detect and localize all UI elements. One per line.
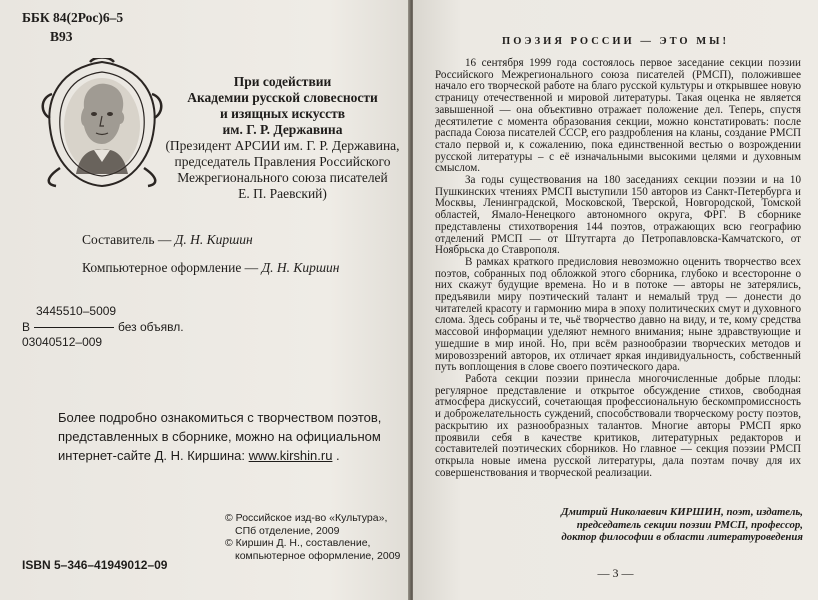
bbk-index: ББК 84(2Рос)6–5 — [22, 10, 124, 25]
layout-label: Компьютерное оформление — — [82, 260, 262, 275]
assistance-line-3: и изящных искусств — [219, 106, 346, 121]
catalog-codes — [22, 304, 184, 351]
copyright-block — [225, 512, 405, 562]
copyright-line-1: © Российское изд-во «Культура», — [225, 512, 388, 524]
more-info-block — [58, 408, 388, 465]
more-info-line-3-end: . — [332, 448, 340, 463]
website-link[interactable]: www.kirshin.ru — [248, 448, 333, 463]
foreword-paragraph-1: 16 сентября 1999 года состоялось первое заседание секции поэзии Российского Межрегионального союза писателей (РМСП), положившее начало его творческой работе на благо русской культуры и открывшее новую страницу отечественной и мировой литературы. Такая оценка не является завышенной — она объективно отражает положение дел. Теперь, спустя десятилетие с момента образования секции, можно констатировать: после распада Союза писателей СССР, его раздробления на кланы, создание РМСП стало первой и, к сожалению, пока единственной вестью о возрождении русской литературы – с её изначальными высокими целями и духовным смыслом. — [435, 57, 801, 175]
signature-line-3: доктор философии в области литературоведения — [561, 531, 803, 543]
code-line-2-prefix: В — [22, 319, 31, 334]
assistance-line-7: Межрегионального союза писателей — [177, 170, 388, 185]
more-info-line-1: Более подробно ознакомиться с творчеством поэтов, — [58, 410, 382, 425]
signature-line-1: Дмитрий Николаевич КИРШИН, поэт, издатель, — [561, 506, 803, 518]
compiler-label: Составитель — — [82, 232, 175, 247]
assistance-line-5: (Президент АРСИИ им. Г. Р. Державина, — [165, 138, 400, 153]
foreword-paragraph-3: В рамках краткого предисловия невозможно оценить творчество всех поэтов, собранных под обложкой этого сборника, глубоко и всесторонне о них скажут будущие времена. Но и в потоке — авторы не затерялись, предъявили миру поэтический талант и немалый труд — донести до читателей красоту и гармонию мира в эпоху политических смут и духовного слома. Здесь собраны и те, чьё творчество давно на виду, и те, кому средства массовой информации уделяют немного внимания; ныне здравствующие и ушедшие в мир иной. Но, при всём разнообразии творческих методов и мировоззрений авторов, их отличает яркая индивидуальность, собственный путь воплощения в слове своего поэтического дара. — [435, 255, 801, 374]
code-line-1: 3445510–5009 — [36, 304, 117, 318]
foreword-title: ПОЭЗИЯ РОССИИ — ЭТО МЫ! — [502, 36, 729, 47]
copyright-line-4: компьютерное оформление, 2009 — [235, 549, 401, 562]
author-code: В93 — [50, 29, 73, 44]
signature-block — [523, 506, 803, 544]
layout-credit — [82, 260, 340, 276]
code-line-3: 03040512–009 — [22, 335, 103, 349]
isbn: ISBN 5–346–41949012–09 — [22, 558, 168, 572]
compiler-credit — [82, 232, 253, 248]
assistance-block — [160, 74, 405, 202]
assistance-line-6: председатель Правления Российского — [174, 154, 391, 169]
right-page — [413, 0, 818, 600]
assistance-line-1: При содействии — [233, 74, 332, 89]
assistance-line-4: им. Г. Р. Державина — [222, 122, 343, 137]
more-info-line-3: интернет-сайте Д. Н. Киршина: — [58, 448, 249, 463]
more-info-line-2: представленных в сборнике, можно на официальном — [58, 429, 381, 444]
assistance-line-2: Академии русской словесности — [187, 90, 378, 105]
layout-name: Д. Н. Киршин — [261, 260, 340, 275]
fraction-bar — [34, 327, 114, 328]
code-line-2-suffix: без объявл. — [118, 319, 184, 334]
copyright-line-3: © Киршин Д. Н., составление, — [225, 537, 371, 549]
foreword-body — [435, 58, 801, 479]
page-number: — 3 — — [597, 566, 634, 580]
foreword-paragraph-4: Работа секции поэзии принесла многочисленные добрые плоды: регулярное представление и открытое обсуждение стихов, свободная атмосфера дискуссий, сочетающая профессиональную бескомпромиссность и доброжелательность суждений, способствовали творческому росту поэтов, раскрытию их разнообразных талантов. Многие авторы РМСП ярко проявили себя в качестве критиков, литературных редакторов и составителей поэтических сборников. Но главное — секция поэзии РМСП открыла новые имена русской литературы, дала поэтам почву для их совершенствования и творческой реализации. — [435, 372, 801, 479]
foreword-paragraph-2: За годы существования на 180 заседаниях секции поэзии и на 10 Пушкинских чтениях РМСП выступили 150 авторов из Санкт-Петербурга и Москвы, Ленинградской, Московской, Тверской, Новгородской, Томской областей, Ямало-Ненецкого автономного округа, ФРГ. В сборнике представлены стихотворения 144 поэтов, отражающих всю географию отделений РМСП — от Штутгарта до Петропавловска-Камчатского, от Ноябрьска до Ставрополя. — [435, 174, 801, 257]
portrait-vignette — [40, 58, 165, 190]
assistance-line-8: Е. П. Раевский) — [238, 186, 327, 201]
copyright-line-2: СПб отделение, 2009 — [235, 524, 340, 537]
bbk-block — [22, 8, 123, 46]
signature-line-2: председатель секции поэзии РМСП, профессор, — [576, 518, 803, 531]
compiler-name: Д. Н. Киршин — [174, 232, 253, 247]
